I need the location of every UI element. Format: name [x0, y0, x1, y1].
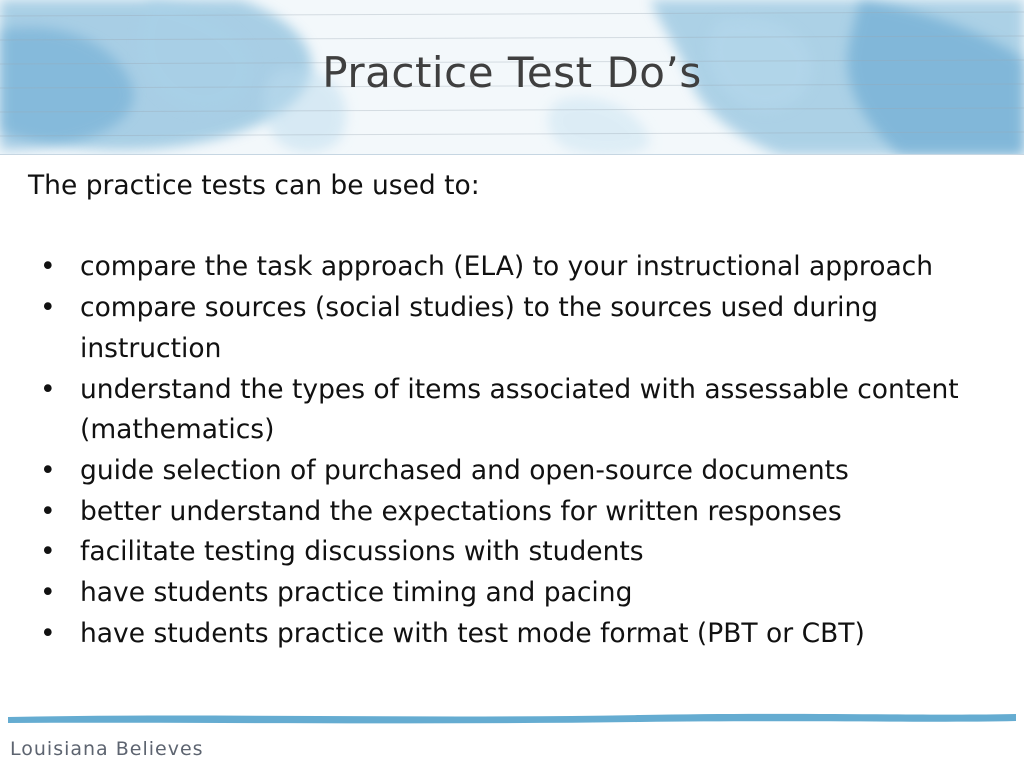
footer-brand-logo: Louisiana Believes: [10, 738, 204, 760]
list-item: [28, 492, 1008, 533]
list-item-text: have students practice timing and pacing: [80, 577, 633, 609]
list-item-text: understand the types of items associated with assessable content (mathematics): [80, 373, 959, 446]
list-item: [28, 288, 1008, 369]
bullet-icon: •: [40, 536, 56, 568]
list-item: [28, 614, 1008, 655]
list-item-text: better understand the expectations for written responses: [80, 495, 842, 527]
bullet-icon: •: [40, 292, 56, 324]
slide-title: Practice Test Do’s: [322, 48, 702, 97]
list-item-text: compare sources (social studies) to the sources used during instruction: [80, 292, 879, 364]
list-item: [28, 370, 1008, 451]
bullet-icon: •: [40, 617, 56, 649]
list-item-text: have students practice with test mode format (PBT or CBT): [80, 617, 865, 649]
list-item-text: facilitate testing discussions with students: [80, 536, 644, 568]
list-item-text: compare the task approach (ELA) to your instructional approach: [80, 251, 934, 283]
bullet-icon: •: [40, 373, 56, 405]
bullet-icon: •: [40, 577, 56, 609]
footer-divider: [0, 700, 1024, 730]
bullet-icon: •: [40, 495, 56, 527]
bullet-icon: •: [40, 251, 56, 283]
list-item: [28, 532, 1008, 573]
slide-body: [28, 166, 1008, 654]
list-item: [28, 247, 1008, 288]
bullet-list: [28, 247, 1008, 654]
list-item: [28, 451, 1008, 492]
list-item: [28, 573, 1008, 614]
list-item-text: guide selection of purchased and open-source documents: [80, 454, 849, 486]
bullet-icon: •: [40, 454, 56, 486]
intro-text: The practice tests can be used to:: [28, 170, 480, 201]
